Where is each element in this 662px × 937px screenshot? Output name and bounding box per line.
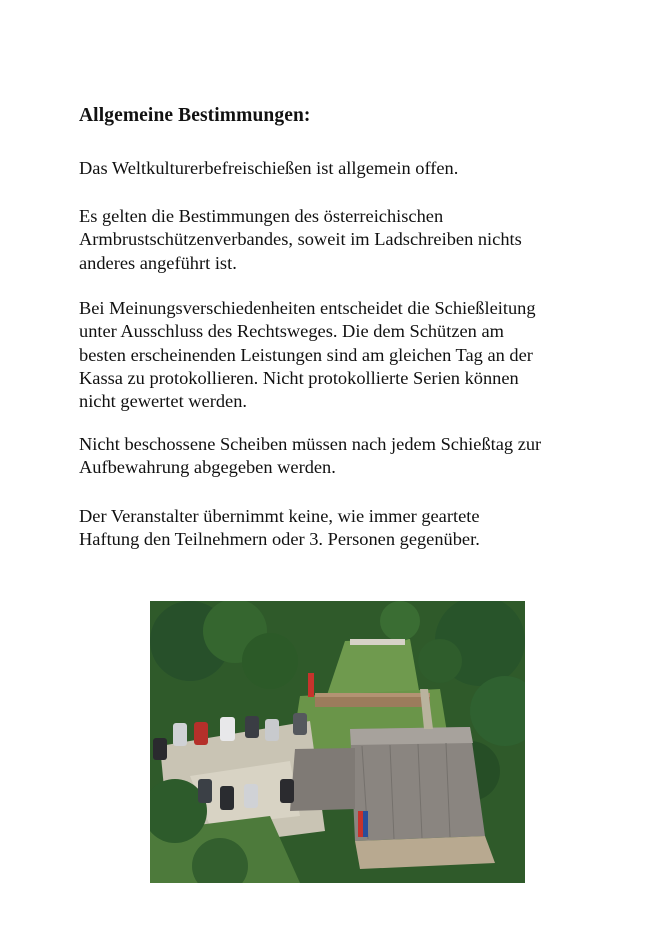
paragraph-line: Kassa zu protokollieren. Nicht protokollierte Serien können bbox=[79, 367, 519, 388]
paragraph-regulations bbox=[79, 205, 619, 275]
paragraph-line: nicht gewertet werden. bbox=[79, 391, 247, 412]
paragraph-line: Haftung den Teilnehmern oder 3. Personen gegenüber. bbox=[79, 529, 480, 550]
paragraph-open-event bbox=[79, 157, 619, 180]
paragraph-line: Nicht beschossene Scheiben müssen nach jedem Schießtag zur bbox=[79, 434, 542, 454]
paragraph-disputes bbox=[79, 297, 619, 413]
paragraph-targets bbox=[79, 433, 619, 480]
paragraph-line: besten erscheinenden Leistungen sind am gleichen Tag an der bbox=[79, 344, 533, 365]
paragraph-line: Bei Meinungsverschiedenheiten entscheidet die Schießleitung bbox=[79, 298, 536, 318]
aerial-photo-shooting-range bbox=[150, 601, 525, 883]
paragraph-line: anderes angeführt ist. bbox=[79, 252, 237, 273]
paragraph-liability bbox=[79, 505, 619, 552]
paragraph-line: Armbrustschützenverbandes, soweit im Ladschreiben nichts bbox=[79, 229, 522, 250]
paragraph-line: unter Ausschluss des Rechtsweges. Die dem Schützen am bbox=[79, 321, 504, 342]
aerial-photo-illustration bbox=[150, 601, 525, 883]
paragraph-line: Das Weltkulturerbefreischießen ist allgemein offen. bbox=[79, 158, 459, 178]
paragraph-line: Es gelten die Bestimmungen des österreichischen bbox=[79, 206, 444, 226]
paragraph-line: Der Veranstalter übernimmt keine, wie immer geartete bbox=[79, 506, 480, 526]
paragraph-line: Aufbewahrung abgegeben werden. bbox=[79, 457, 336, 478]
page-title: Allgemeine Bestimmungen: bbox=[79, 105, 311, 126]
